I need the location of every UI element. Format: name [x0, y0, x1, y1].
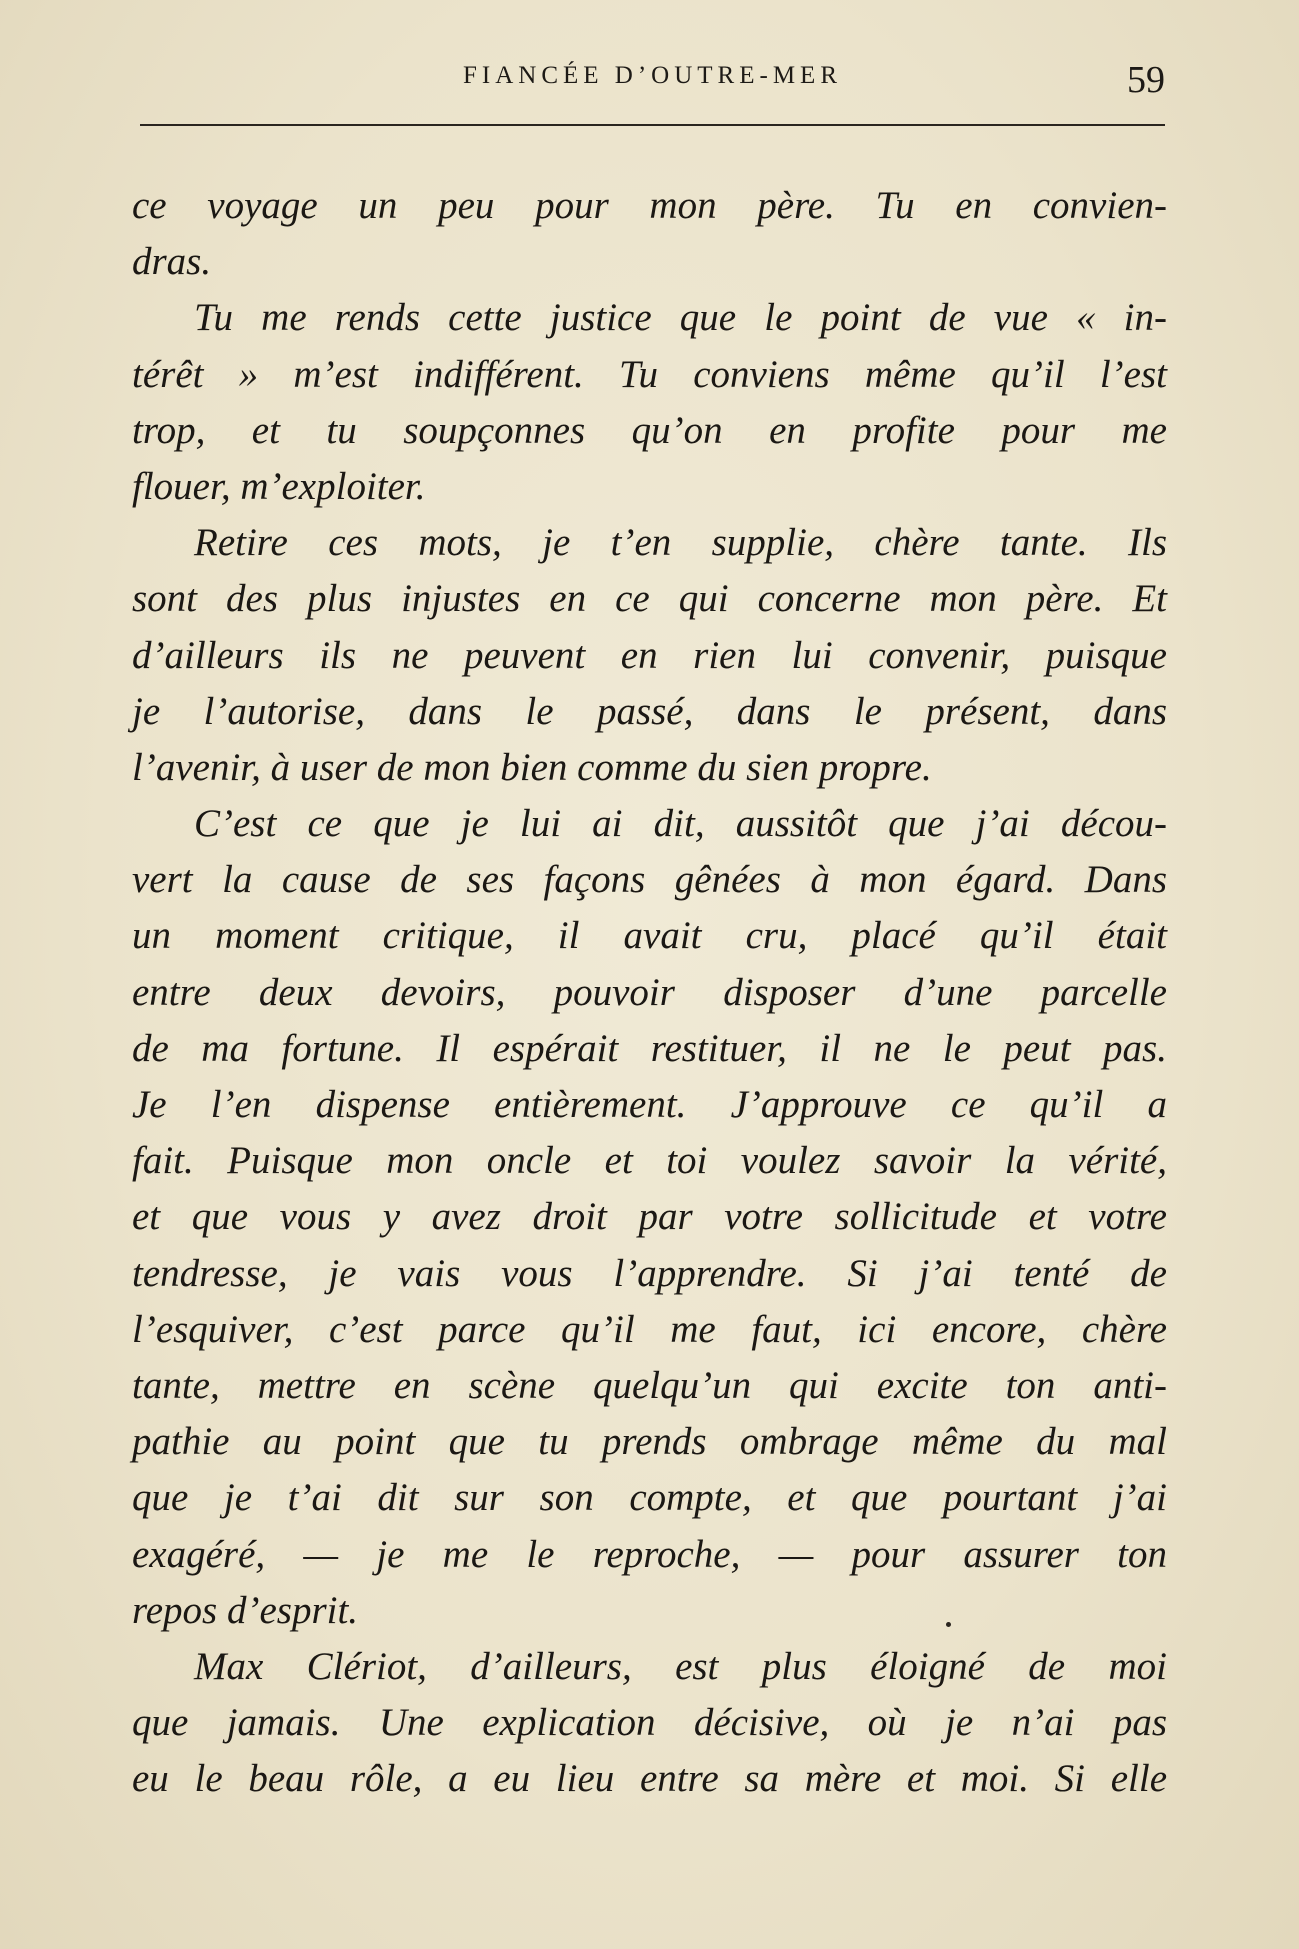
- text-line: que jamais. Une explication décisive, où je n’ai pas: [132, 1701, 1167, 1745]
- text-line: vert la cause de ses façons gênées à mon égard. Dans: [132, 858, 1167, 902]
- text-line: Je l’en dispense entièrement. J’approuve ce qu’il a: [132, 1083, 1167, 1126]
- text-line: l’esquiver, c’est parce qu’il me faut, ici encore, chère: [132, 1307, 1167, 1351]
- text-line: d’ailleurs ils ne peuvent en rien lui convenir, puisque: [132, 633, 1167, 677]
- text-line: que je t’ai dit sur son compte, et que pourtant j’ai: [132, 1476, 1167, 1520]
- text-line: Retire ces mots, je t’en supplie, chère tante. Ils: [194, 521, 1167, 565]
- text-line: pathie au point que tu prends ombrage même du mal: [132, 1420, 1167, 1464]
- text-line: repos d’esprit.: [132, 1588, 359, 1632]
- text-line: de ma fortune. Il espérait restituer, il ne le peut pas.: [132, 1026, 1167, 1070]
- text-line: ce voyage un peu pour mon père. Tu en convien-: [132, 184, 1167, 227]
- page-header: [140, 58, 1165, 108]
- header-rule: [140, 124, 1165, 126]
- text-line: et que vous y avez droit par votre sollicitude et votre: [132, 1195, 1167, 1239]
- text-line: eu le beau rôle, a eu lieu entre sa mère et moi. Si elle: [132, 1757, 1167, 1801]
- page-number: 59: [1127, 59, 1165, 101]
- text-line: trop, et tu soupçonnes qu’on en profite pour me: [132, 408, 1167, 452]
- text-line: exagéré, — je me le reproche, — pour assurer ton: [132, 1532, 1167, 1576]
- ink-speck: [946, 1622, 951, 1627]
- text-line: flouer, m’exploiter.: [132, 464, 426, 508]
- text-line: tendresse, je vais vous l’apprendre. Si j’ai tenté de: [132, 1251, 1167, 1295]
- text-line: fait. Puisque mon oncle et toi voulez savoir la vérité,: [132, 1139, 1167, 1183]
- text-line: Max Clériot, d’ailleurs, est plus éloigné de moi: [194, 1644, 1167, 1688]
- text-line: l’avenir, à user de mon bien comme du sien propre.: [132, 745, 932, 789]
- text-line: tante, mettre en scène quelqu’un qui excite ton anti-: [132, 1363, 1167, 1407]
- text-line: C’est ce que je lui ai dit, aussitôt que j’ai décou-: [194, 802, 1167, 846]
- body-text: [132, 178, 1167, 1807]
- text-line: entre deux devoirs, pouvoir disposer d’une parcelle: [132, 970, 1167, 1014]
- text-line: térêt » m’est indifférent. Tu conviens même qu’il l’est: [132, 352, 1167, 396]
- text-line: dras.: [132, 240, 212, 284]
- text-line: je l’autorise, dans le passé, dans le présent, dans: [132, 689, 1167, 733]
- text-line: un moment critique, il avait cru, placé qu’il était: [132, 914, 1167, 958]
- text-line: Tu me rends cette justice que le point de vue « in-: [194, 296, 1167, 340]
- text-line: sont des plus injustes en ce qui concerne mon père. Et: [132, 577, 1167, 621]
- running-title: FIANCÉE D’OUTRE-MER: [462, 62, 842, 89]
